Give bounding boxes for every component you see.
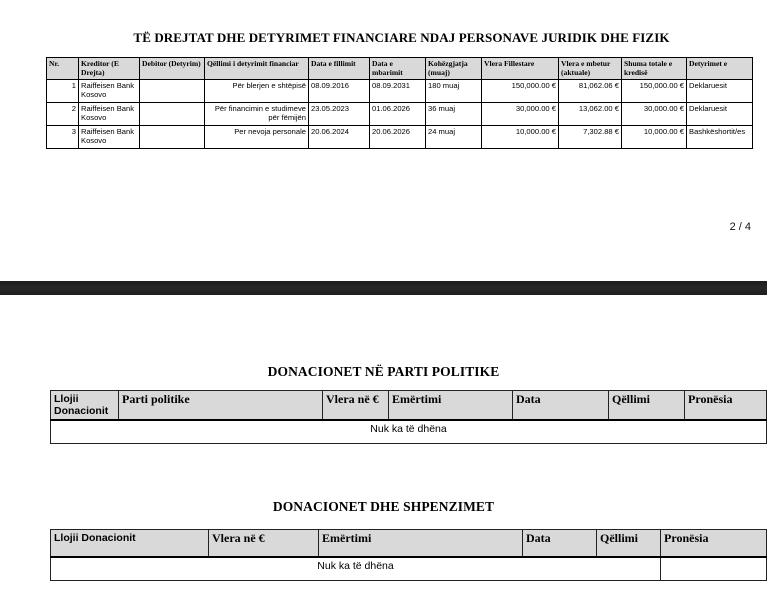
empty-message: Nuk ka të dhëna	[51, 557, 661, 581]
cell-data-fillimit: 23.05.2023	[309, 103, 370, 126]
cell-nr: 2	[47, 103, 79, 126]
col-header-qellimi: Qëllimi	[609, 391, 685, 421]
section-title-donations-expenses: DONACIONET DHE SHPENZIMET	[272, 499, 495, 514]
col-header-emertimi: Emërtimi	[389, 391, 513, 421]
page-number: 2 / 4	[729, 221, 751, 233]
col-header-data-mbarimit: Data e mbarimit	[370, 58, 426, 80]
cell-vlera-mbetur: 81,062.06 €	[559, 80, 622, 103]
cell-data-mbarimit: 08.09.2031	[370, 80, 426, 103]
col-header-kreditor: Kreditor (E Drejta)	[79, 58, 140, 80]
col-header-data-fillimit: Data e fillimit	[309, 58, 370, 80]
empty-message: Nuk ka të dhëna	[51, 420, 767, 444]
col-header-detyrimet: Detyrimet e	[687, 58, 753, 80]
cell-detyrimet: Bashkëshortit/es	[687, 126, 753, 149]
col-header-lloji: Llojii Donacionit	[51, 530, 209, 558]
donations-parties-table	[50, 390, 767, 444]
cell-debitor	[140, 103, 205, 126]
col-header-debitor: Debitor (Detyrim)	[140, 58, 205, 80]
table-row	[47, 126, 753, 149]
document-page-2	[0, 0, 767, 281]
col-header-vlera-fillestare: Vlera Fillestare	[482, 58, 559, 80]
financial-obligations-table	[46, 57, 753, 149]
cell-vlera-fillestare: 30,000.00 €	[482, 103, 559, 126]
col-header-data: Data	[523, 530, 597, 558]
col-header-pronesia: Pronësia	[685, 391, 767, 421]
cell-nr: 3	[47, 126, 79, 149]
col-header-parti: Parti politike	[119, 391, 323, 421]
table-row	[47, 80, 753, 103]
col-header-vlera: Vlera në €	[209, 530, 319, 558]
cell-qellimi: Për financimin e studimeve për fëmijën	[205, 103, 309, 126]
cell-data-fillimit: 20.06.2024	[309, 126, 370, 149]
cell-detyrimet: Deklaruesit	[687, 103, 753, 126]
table-header-row	[51, 530, 767, 558]
col-header-nr: Nr.	[47, 58, 79, 80]
cell-data-fillimit: 08.09.2016	[309, 80, 370, 103]
col-header-emertimi: Emërtimi	[319, 530, 523, 558]
col-header-vlera-mbetur: Vlera e mbetur (aktuale)	[559, 58, 622, 80]
section-title-donations-parties: DONACIONET NË PARTI POLITIKE	[267, 364, 500, 379]
cell-kreditor: Raiffeisen Bank Kosovo	[79, 126, 140, 149]
cell-qellimi: Për blerjen e shtëpisë	[205, 80, 309, 103]
table-header-row	[47, 58, 753, 80]
cell-data-mbarimit: 01.06.2026	[370, 103, 426, 126]
cell-vlera-fillestare: 10,000.00 €	[482, 126, 559, 149]
col-header-qellimi: Qëllimi	[597, 530, 661, 558]
cell-qellimi: Per nevoja personale	[205, 126, 309, 149]
table-row	[47, 103, 753, 126]
table-row	[51, 420, 767, 444]
cell-kohezgjatja: 180 muaj	[426, 80, 482, 103]
cell-vlera-fillestare: 150,000.00 €	[482, 80, 559, 103]
cell-nr: 1	[47, 80, 79, 103]
col-header-lloji: Llojii Donacionit	[51, 391, 119, 421]
table-header-row	[51, 391, 767, 421]
col-header-qellimi: Qëllimi i detyrimit financiar	[205, 58, 309, 80]
cell-detyrimet: Deklaruesit	[687, 80, 753, 103]
col-header-data: Data	[513, 391, 609, 421]
table-row	[51, 557, 767, 581]
cell-kohezgjatja: 24 muaj	[426, 126, 482, 149]
cell-kohezgjatja: 36 muaj	[426, 103, 482, 126]
cell-shuma-totale: 10,000.00 €	[622, 126, 687, 149]
col-header-vlera: Vlera në €	[323, 391, 389, 421]
cell-debitor	[140, 126, 205, 149]
cell-vlera-mbetur: 13,062.00 €	[559, 103, 622, 126]
col-header-shuma-totale: Shuma totale e kredisë	[622, 58, 687, 80]
section-title-financial-obligations: TË DREJTAT DHE DETYRIMET FINANCIARE NDAJ PERSONAVE JURIDIK DHE FIZIK	[133, 30, 670, 45]
cell-data-mbarimit: 20.06.2026	[370, 126, 426, 149]
col-header-pronesia: Pronësia	[661, 530, 767, 558]
cell-vlera-mbetur: 7,302.88 €	[559, 126, 622, 149]
page-separator	[0, 281, 767, 295]
cell-shuma-totale: 150,000.00 €	[622, 80, 687, 103]
cell-debitor	[140, 80, 205, 103]
empty-cell	[661, 557, 767, 581]
donations-expenses-table	[50, 529, 767, 581]
document-page-3	[0, 295, 767, 608]
cell-kreditor: Raiffeisen Bank Kosovo	[79, 80, 140, 103]
col-header-kohezgjatja: Kohëzgjatja (muaj)	[426, 58, 482, 80]
cell-shuma-totale: 30,000.00 €	[622, 103, 687, 126]
cell-kreditor: Raiffeisen Bank Kosovo	[79, 103, 140, 126]
